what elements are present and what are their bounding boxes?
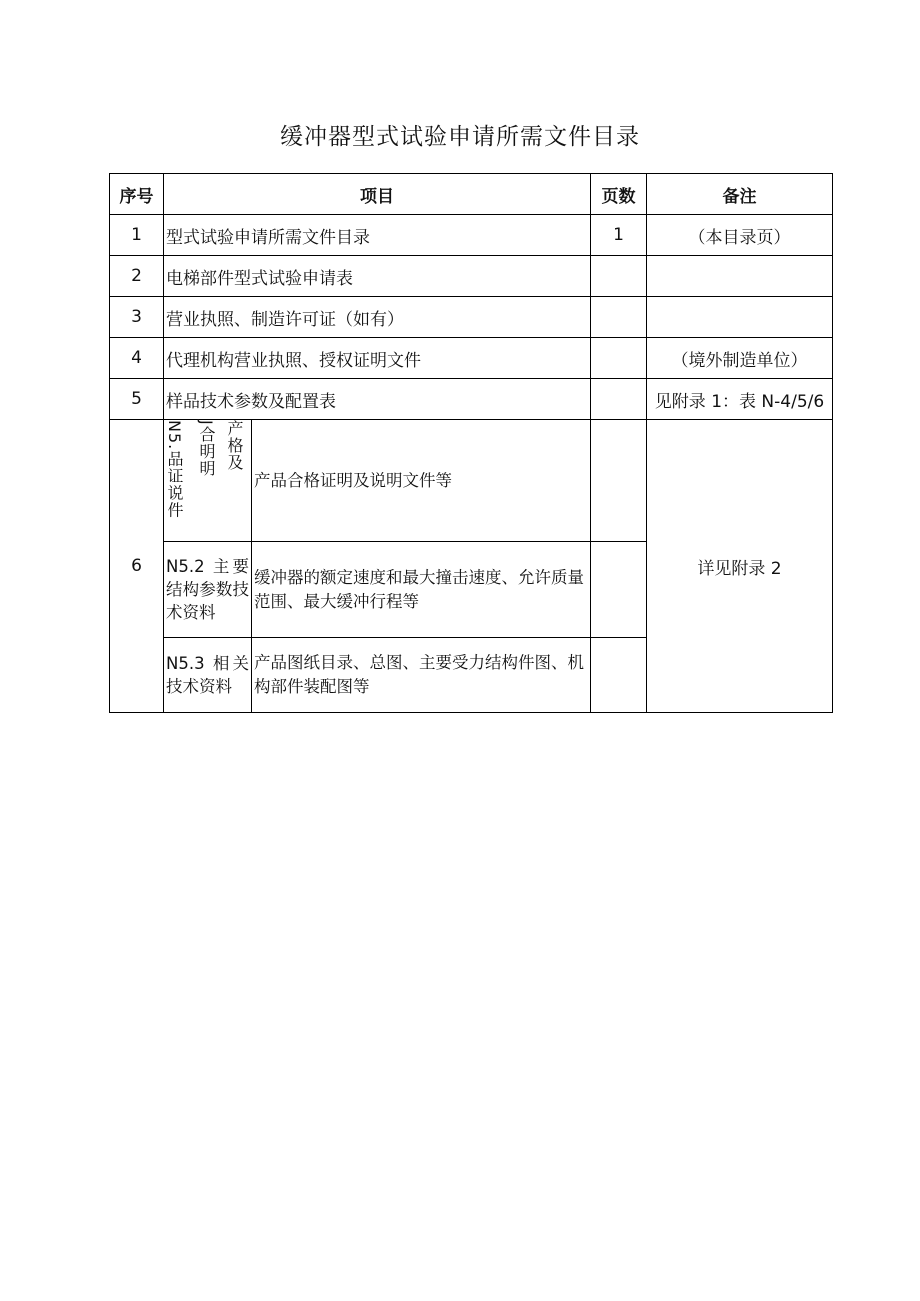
table-row-6a xyxy=(110,420,833,542)
row-item: 营业执照、制造许可证（如有） xyxy=(164,297,591,338)
row-number: 3 xyxy=(110,297,164,338)
row-pages xyxy=(591,420,647,542)
sub-item-desc: 缓冲器的额定速度和最大撞击速度、允许质量范围、最大缓冲行程等 xyxy=(252,542,591,638)
row-pages xyxy=(591,379,647,420)
header-pages: 页数 xyxy=(591,174,647,215)
table-row xyxy=(110,215,833,256)
sub-item-label: N5.3 相关技术资料 xyxy=(164,638,252,713)
row-item: 电梯部件型式试验申请表 xyxy=(164,256,591,297)
vertical-label-col: N5.品证说件 xyxy=(165,420,184,519)
row-note xyxy=(647,297,833,338)
row-number: 5 xyxy=(110,379,164,420)
vertical-label-col: J合明明 xyxy=(197,420,216,477)
row-item: 型式试验申请所需文件目录 xyxy=(164,215,591,256)
row-pages xyxy=(591,338,647,379)
sub-item-desc: 产品图纸目录、总图、主要受力结构件图、机构部件装配图等 xyxy=(252,638,591,713)
header-note: 备注 xyxy=(647,174,833,215)
table-row xyxy=(110,256,833,297)
row-number: 1 xyxy=(110,215,164,256)
table-header-row xyxy=(110,174,833,215)
documents-table xyxy=(109,173,833,713)
sub-item-label: N5.2 主要结构参数技术资料 xyxy=(164,542,252,638)
row-pages xyxy=(591,542,647,638)
row-number: 2 xyxy=(110,256,164,297)
row-item: 样品技术参数及配置表 xyxy=(164,379,591,420)
vertical-label-col: 产格及 xyxy=(225,420,244,471)
row-note: （本目录页） xyxy=(647,215,833,256)
table-row xyxy=(110,338,833,379)
row-item: 代理机构营业执照、授权证明文件 xyxy=(164,338,591,379)
row-note: 详见附录 2 xyxy=(647,420,833,713)
document-title: 缓冲器型式试验申请所需文件目录 xyxy=(280,124,640,150)
sub-item-desc: 产品合格证明及说明文件等 xyxy=(252,420,591,542)
table-row xyxy=(110,379,833,420)
row-pages xyxy=(591,297,647,338)
row-note: 见附录 1：表 N-4/5/6 xyxy=(647,379,833,420)
header-no: 序号 xyxy=(110,174,164,215)
row-note xyxy=(647,256,833,297)
row-number: 6 xyxy=(110,420,164,713)
row-pages xyxy=(591,638,647,713)
row-number: 4 xyxy=(110,338,164,379)
header-item: 项目 xyxy=(164,174,591,215)
table-row xyxy=(110,297,833,338)
row-pages: 1 xyxy=(591,215,647,256)
sub-item-label-vertical xyxy=(164,420,252,542)
row-note: （境外制造单位） xyxy=(647,338,833,379)
row-pages xyxy=(591,256,647,297)
